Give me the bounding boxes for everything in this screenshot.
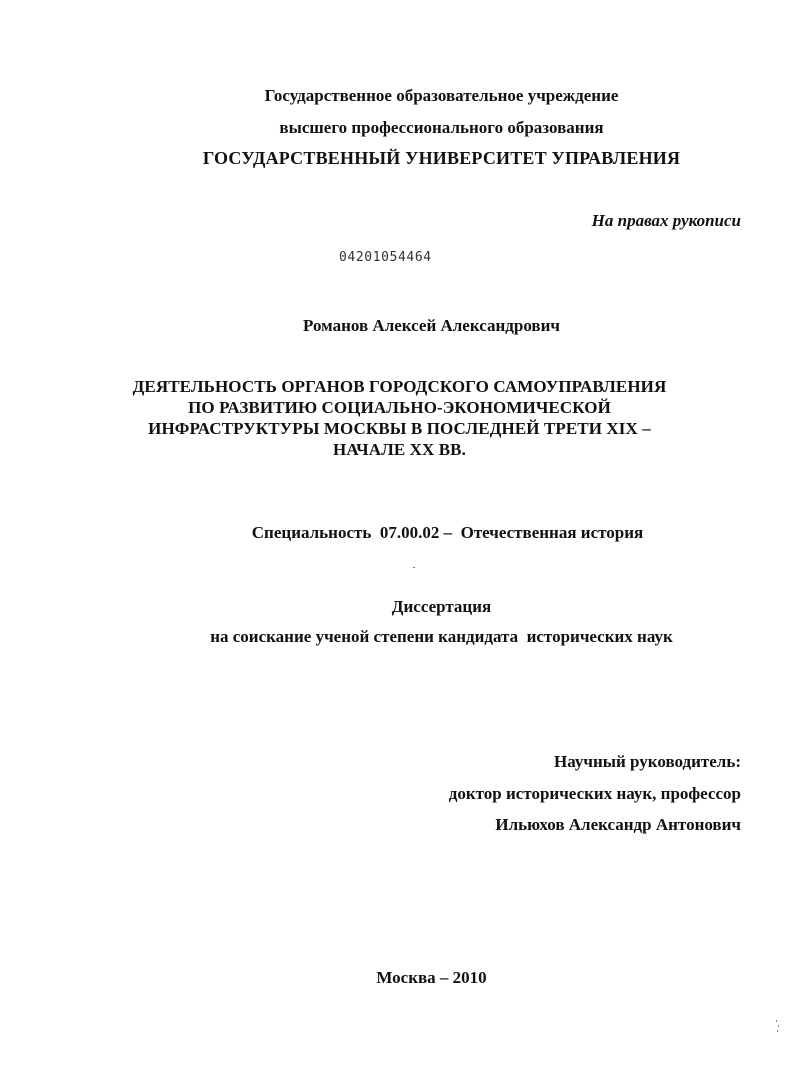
university-name: ГОСУДАРСТВЕННЫЙ УНИВЕРСИТЕТ УПРАВЛЕНИЯ	[202, 148, 681, 168]
manuscript-note: На правах рукописи	[591, 211, 741, 230]
dissertation-title	[16, 376, 783, 460]
title-line-4: НАЧАЛЕ XX ВВ.	[333, 440, 466, 459]
supervisor-label: Научный руководитель:	[554, 752, 741, 771]
scan-specks	[776, 1020, 782, 1034]
title-line-1: ДЕЯТЕЛЬНОСТЬ ОРГАНОВ ГОРОДСКОГО САМОУПРАВЛЕНИЯ	[132, 377, 667, 396]
author-name: Романов Алексей Александрович	[303, 316, 560, 335]
registry-number: 04201054464	[339, 250, 432, 265]
supervisor-title: доктор исторических наук, профессор	[448, 784, 741, 803]
title-line-3: ИНФРАСТРУКТУРЫ МОСКВЫ В ПОСЛЕДНЕЙ ТРЕТИ XIX –	[148, 419, 651, 438]
supervisor-name: Ильюхов Александр Антонович	[495, 815, 741, 834]
specialty-line: Специальность 07.00.02 – Отечественная история	[251, 523, 644, 542]
title-line-2: ПО РАЗВИТИЮ СОЦИАЛЬНО-ЭКОНОМИЧЕСКОЙ	[188, 398, 611, 417]
institution-type: Государственное образовательное учреждение	[264, 86, 619, 105]
degree-line: на соискание ученой степени кандидата исторических наук	[210, 627, 673, 646]
scan-speck	[413, 567, 415, 568]
place-year: Москва – 2010	[376, 968, 487, 987]
institution-level: высшего профессионального образования	[279, 118, 604, 137]
work-type: Диссертация	[391, 597, 492, 616]
